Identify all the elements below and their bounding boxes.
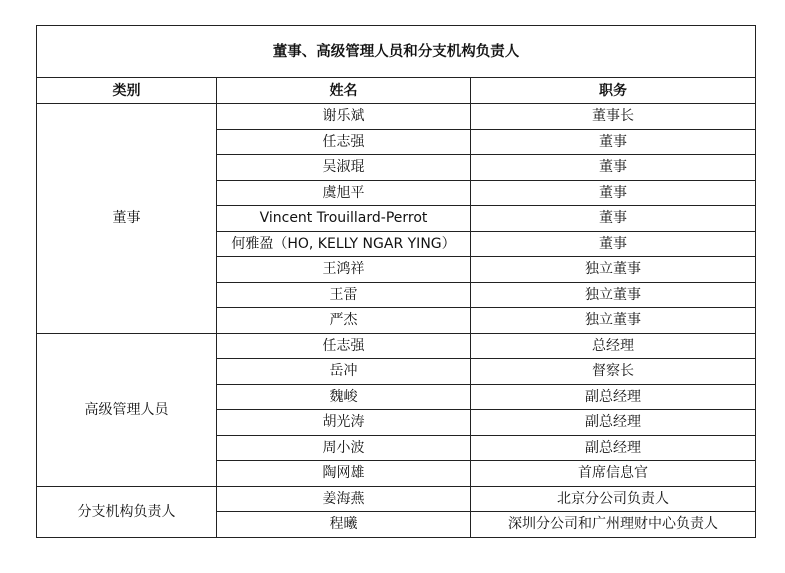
position-cell: 总经理 xyxy=(471,333,756,359)
personnel-table-wrapper xyxy=(36,25,755,538)
position-cell: 副总经理 xyxy=(471,435,756,461)
position-cell: 董事 xyxy=(471,231,756,257)
title-row xyxy=(37,26,756,78)
header-category: 类别 xyxy=(37,78,217,104)
position-cell: 独立董事 xyxy=(471,282,756,308)
header-row xyxy=(37,78,756,104)
personnel-table xyxy=(36,25,756,538)
table-title: 董事、高级管理人员和分支机构负责人 xyxy=(37,26,756,78)
name-cell: 胡光涛 xyxy=(217,410,471,436)
position-cell: 董事 xyxy=(471,180,756,206)
category-cell-senior-management: 高级管理人员 xyxy=(37,333,217,486)
position-cell: 董事长 xyxy=(471,104,756,130)
table-row xyxy=(37,333,756,359)
header-name: 姓名 xyxy=(217,78,471,104)
name-cell: 谢乐斌 xyxy=(217,104,471,130)
category-cell-branch-heads: 分支机构负责人 xyxy=(37,486,217,537)
name-cell: 严杰 xyxy=(217,308,471,334)
position-cell: 副总经理 xyxy=(471,410,756,436)
position-cell: 深圳分公司和广州理财中心负责人 xyxy=(471,512,756,538)
name-cell: 任志强 xyxy=(217,333,471,359)
position-cell: 董事 xyxy=(471,155,756,181)
name-cell: 虞旭平 xyxy=(217,180,471,206)
position-cell: 董事 xyxy=(471,206,756,232)
name-cell: Vincent Trouillard-Perrot xyxy=(217,206,471,232)
position-cell: 独立董事 xyxy=(471,257,756,283)
position-cell: 首席信息官 xyxy=(471,461,756,487)
position-cell: 北京分公司负责人 xyxy=(471,486,756,512)
position-cell: 副总经理 xyxy=(471,384,756,410)
name-cell: 吴淑琨 xyxy=(217,155,471,181)
name-cell: 王鸿祥 xyxy=(217,257,471,283)
category-cell-directors: 董事 xyxy=(37,104,217,334)
name-cell: 姜海燕 xyxy=(217,486,471,512)
table-row xyxy=(37,104,756,130)
name-cell: 魏峻 xyxy=(217,384,471,410)
name-cell: 何雅盈（HO, KELLY NGAR YING） xyxy=(217,231,471,257)
name-cell: 周小波 xyxy=(217,435,471,461)
name-cell: 岳冲 xyxy=(217,359,471,385)
position-cell: 董事 xyxy=(471,129,756,155)
name-cell: 王雷 xyxy=(217,282,471,308)
header-position: 职务 xyxy=(471,78,756,104)
name-cell: 任志强 xyxy=(217,129,471,155)
table-row xyxy=(37,486,756,512)
position-cell: 独立董事 xyxy=(471,308,756,334)
name-cell: 陶网雄 xyxy=(217,461,471,487)
name-cell: 程曦 xyxy=(217,512,471,538)
position-cell: 督察长 xyxy=(471,359,756,385)
